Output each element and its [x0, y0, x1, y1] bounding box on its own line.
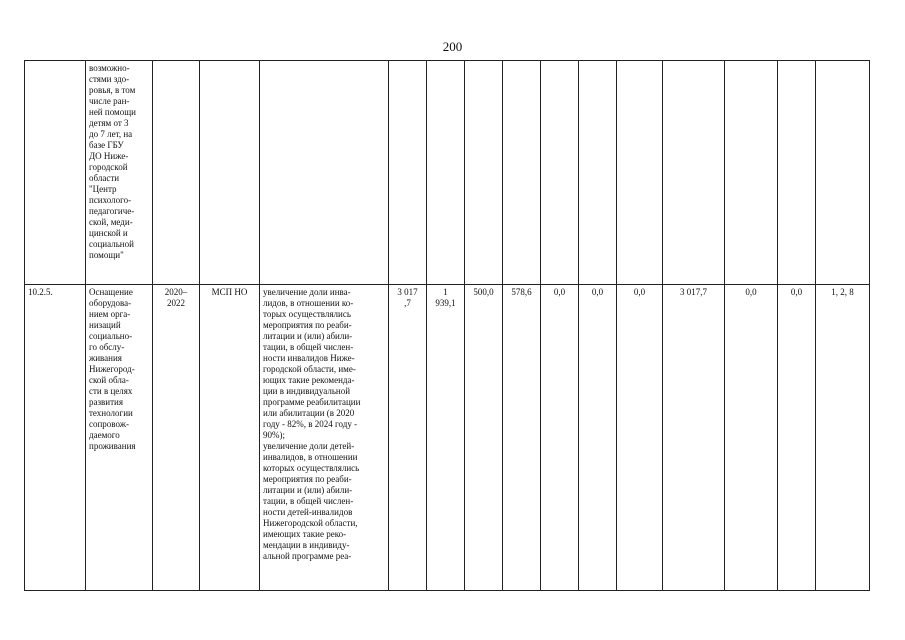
- value-cell: [465, 61, 503, 285]
- table-row-10-2-5: [25, 285, 870, 591]
- value-cell: 1 939,1: [427, 285, 465, 591]
- value-cell: 0,0: [725, 285, 778, 591]
- period-cell: [153, 61, 200, 285]
- value-cell: [725, 61, 778, 285]
- row-number-cell: 10.2.5.: [25, 285, 86, 591]
- value-cell: [541, 61, 579, 285]
- value-cell: [389, 61, 427, 285]
- value-cell: [579, 61, 617, 285]
- program-table: [24, 60, 870, 591]
- value-cell: [427, 61, 465, 285]
- value-cell: [503, 61, 541, 285]
- executor-cell: МСП НО: [200, 285, 260, 591]
- period-cell: 2020– 2022: [153, 285, 200, 591]
- value-cell: [617, 61, 663, 285]
- value-cell: [816, 61, 870, 285]
- indicator-cell: увеличение доли инва- лидов, в отношении ко- торых осуществлялись мероприятия по реаби- литации и (или) абили- тации, в общей числен- ности инвалидов Ниже- городской области, име- ющих такие рекоменда- ции в индивидуальной программе реабилитации или абилитации (в 2020 году - 82%, в 2024 году - 90%); увеличение доли детей- инвалидов, в отношении которых осуществлялись мероприятия по реаби- литации и (или) абили- тации, в общей числен- ности детей-инвалидов Нижегородской области, имеющих такие реко- мендации в индивиду- альной программе реа-: [260, 285, 389, 591]
- value-cell: 0,0: [579, 285, 617, 591]
- value-cell: 3 017,7: [663, 285, 725, 591]
- value-cell: 0,0: [541, 285, 579, 591]
- table-row-continuation: [25, 61, 870, 285]
- value-cell: [778, 61, 816, 285]
- executor-cell: [200, 61, 260, 285]
- value-cell: 0,0: [617, 285, 663, 591]
- measure-name-cell: Оснащение оборудова- нием орга- низаций социально- го обслу- живания Нижегород- ской обла- сти в целях развития технологии сопровож- даемого проживания: [86, 285, 153, 591]
- row-number-cell: [25, 61, 86, 285]
- indicator-refs-cell: 1, 2, 8: [816, 285, 870, 591]
- measure-name-cell: возможно- стями здо- ровья, в том числе ран- ней помощи детям от 3 до 7 лет, на базе ГБУ ДО Ниже- городской области "Центр психолого- педагогиче- ской, меди- цинской и социальной помощи": [86, 61, 153, 285]
- indicator-cell: [260, 61, 389, 285]
- total-cost-cell: 3 017 ,7: [389, 285, 427, 591]
- value-cell: 500,0: [465, 285, 503, 591]
- value-cell: [663, 61, 725, 285]
- value-cell: 0,0: [778, 285, 816, 591]
- value-cell: 578,6: [503, 285, 541, 591]
- page-number: 200: [442, 39, 463, 54]
